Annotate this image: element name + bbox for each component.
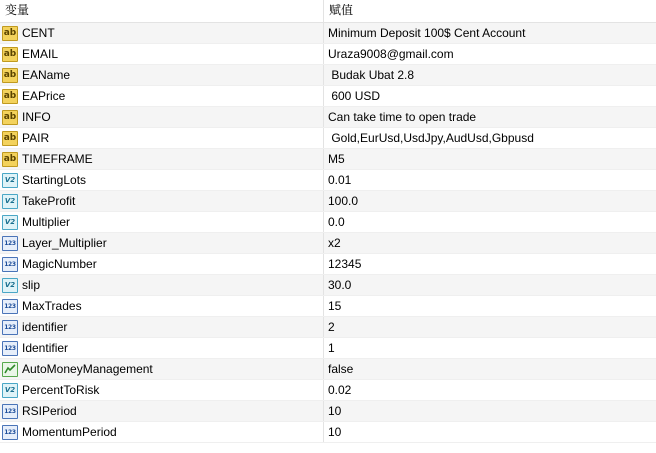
string-type-icon (2, 110, 18, 125)
parameter-name: RSIPeriod (22, 404, 77, 418)
type-icon-text: V2 (4, 281, 16, 289)
parameter-name-cell (0, 275, 324, 295)
parameter-value[interactable]: 2 (328, 320, 335, 334)
integer-type-icon (2, 299, 18, 314)
type-icon-text: 123 (4, 260, 16, 268)
table-header (0, 0, 656, 23)
double-type-icon (2, 278, 18, 293)
parameter-value[interactable]: 1 (328, 341, 335, 355)
double-type-icon (2, 383, 18, 398)
double-type-icon (2, 173, 18, 188)
table-row[interactable] (0, 191, 656, 212)
double-type-icon (2, 215, 18, 230)
parameter-name: Identifier (22, 341, 69, 355)
parameter-name-cell (0, 317, 324, 337)
table-row[interactable] (0, 254, 656, 275)
table-row[interactable] (0, 359, 656, 380)
string-type-icon (2, 47, 18, 62)
string-type-icon (2, 68, 18, 83)
type-icon-text: ab (3, 28, 17, 38)
parameter-value[interactable]: Can take time to open trade (328, 110, 477, 124)
parameter-name-cell (0, 233, 324, 253)
parameter-name-cell (0, 359, 324, 379)
parameter-name-cell (0, 422, 324, 442)
integer-type-icon (2, 236, 18, 251)
parameter-name-cell (0, 86, 324, 106)
table-row[interactable] (0, 149, 656, 170)
type-icon-text: 123 (4, 428, 16, 436)
integer-type-icon (2, 341, 18, 356)
string-type-icon (2, 131, 18, 146)
parameter-name-cell (0, 338, 324, 358)
parameter-name: TakeProfit (22, 194, 76, 208)
parameter-value[interactable]: 10 (328, 425, 342, 439)
integer-type-icon (2, 320, 18, 335)
parameter-value[interactable]: 30.0 (328, 278, 352, 292)
parameter-value[interactable]: false (328, 362, 354, 376)
parameter-name-cell (0, 170, 324, 190)
parameter-name: EAName (22, 68, 71, 82)
parameter-name-cell (0, 65, 324, 85)
parameter-name-cell (0, 380, 324, 400)
parameter-value[interactable]: x2 (328, 236, 341, 250)
type-icon-text: 123 (4, 344, 16, 352)
integer-type-icon (2, 425, 18, 440)
parameter-value[interactable]: 100.0 (328, 194, 359, 208)
table-row[interactable] (0, 317, 656, 338)
parameter-name: Layer_Multiplier (22, 236, 107, 250)
table-row[interactable] (0, 170, 656, 191)
parameter-name-cell (0, 401, 324, 421)
parameter-name: MomentumPeriod (22, 425, 117, 439)
table-body (0, 23, 656, 443)
parameter-value[interactable]: M5 (328, 152, 345, 166)
parameter-name-cell (0, 212, 324, 232)
table-row[interactable] (0, 107, 656, 128)
table-row[interactable] (0, 233, 656, 254)
parameter-value[interactable]: 15 (328, 299, 342, 313)
parameter-name-cell (0, 296, 324, 316)
table-row[interactable] (0, 401, 656, 422)
parameter-name: slip (22, 278, 41, 292)
double-type-icon (2, 194, 18, 209)
parameter-name: PercentToRisk (22, 383, 100, 397)
column-header-value[interactable]: 赋值 (329, 3, 354, 17)
parameter-name: MagicNumber (22, 257, 97, 271)
type-icon-text: 123 (4, 239, 16, 247)
column-header-variable[interactable]: 变量 (0, 0, 324, 22)
type-icon-text: ab (3, 154, 17, 164)
parameter-value[interactable]: 10 (328, 404, 342, 418)
parameter-name-cell (0, 254, 324, 274)
type-icon-text: ab (3, 49, 17, 59)
parameter-name: EMAIL (22, 47, 59, 61)
parameter-value[interactable]: 12345 (328, 257, 362, 271)
table-row[interactable] (0, 23, 656, 44)
table-row[interactable] (0, 128, 656, 149)
integer-type-icon (2, 257, 18, 272)
type-icon-text: 123 (4, 407, 16, 415)
parameter-name-cell (0, 149, 324, 169)
parameter-name: PAIR (22, 131, 50, 145)
parameter-name-cell (0, 44, 324, 64)
table-row[interactable] (0, 296, 656, 317)
parameter-name: AutoMoneyManagement (22, 362, 153, 376)
parameter-name-cell (0, 107, 324, 127)
table-row[interactable] (0, 422, 656, 443)
parameter-name: CENT (22, 26, 55, 40)
type-icon-text: ab (3, 91, 17, 101)
parameter-value[interactable]: Minimum Deposit 100$ Cent Account (328, 26, 526, 40)
parameter-name-cell (0, 128, 324, 148)
type-icon-text: V2 (4, 176, 16, 184)
parameter-name-cell (0, 191, 324, 211)
table-row[interactable] (0, 380, 656, 401)
parameter-name: TIMEFRAME (22, 152, 93, 166)
type-icon-text: V2 (4, 218, 16, 226)
table-row[interactable] (0, 212, 656, 233)
parameter-name: INFO (22, 110, 51, 124)
table-row[interactable] (0, 86, 656, 107)
type-icon-text: 123 (4, 323, 16, 331)
parameter-value[interactable]: 0.02 (328, 383, 352, 397)
parameter-name: MaxTrades (22, 299, 82, 313)
string-type-icon (2, 89, 18, 104)
parameter-name: Multiplier (22, 215, 71, 229)
parameter-name: EAPrice (22, 89, 66, 103)
parameter-value[interactable]: 600 USD (328, 89, 381, 103)
type-icon-text: V2 (4, 386, 16, 394)
table-row[interactable] (0, 65, 656, 86)
table-row[interactable] (0, 275, 656, 296)
parameter-value[interactable]: Uraza9008@gmail.com (328, 47, 454, 61)
parameter-value[interactable]: Gold,EurUsd,UsdJpy,AudUsd,Gbpusd (328, 131, 534, 145)
table-row[interactable] (0, 44, 656, 65)
parameter-value[interactable]: Budak Ubat 2.8 (328, 68, 415, 82)
parameter-name-cell (0, 23, 324, 43)
integer-type-icon (2, 404, 18, 419)
type-icon-text: ab (3, 133, 17, 143)
type-icon-text: V2 (4, 197, 16, 205)
parameter-name: identifier (22, 320, 68, 334)
string-type-icon (2, 152, 18, 167)
parameter-name: StartingLots (22, 173, 87, 187)
type-icon-text: 123 (4, 302, 16, 310)
parameter-value[interactable]: 0.0 (328, 215, 345, 229)
parameter-value[interactable]: 0.01 (328, 173, 352, 187)
string-type-icon (2, 26, 18, 41)
type-icon-text: ab (3, 112, 17, 122)
table-row[interactable] (0, 338, 656, 359)
type-icon-text: ab (3, 70, 17, 80)
boolean-type-icon (2, 362, 18, 377)
